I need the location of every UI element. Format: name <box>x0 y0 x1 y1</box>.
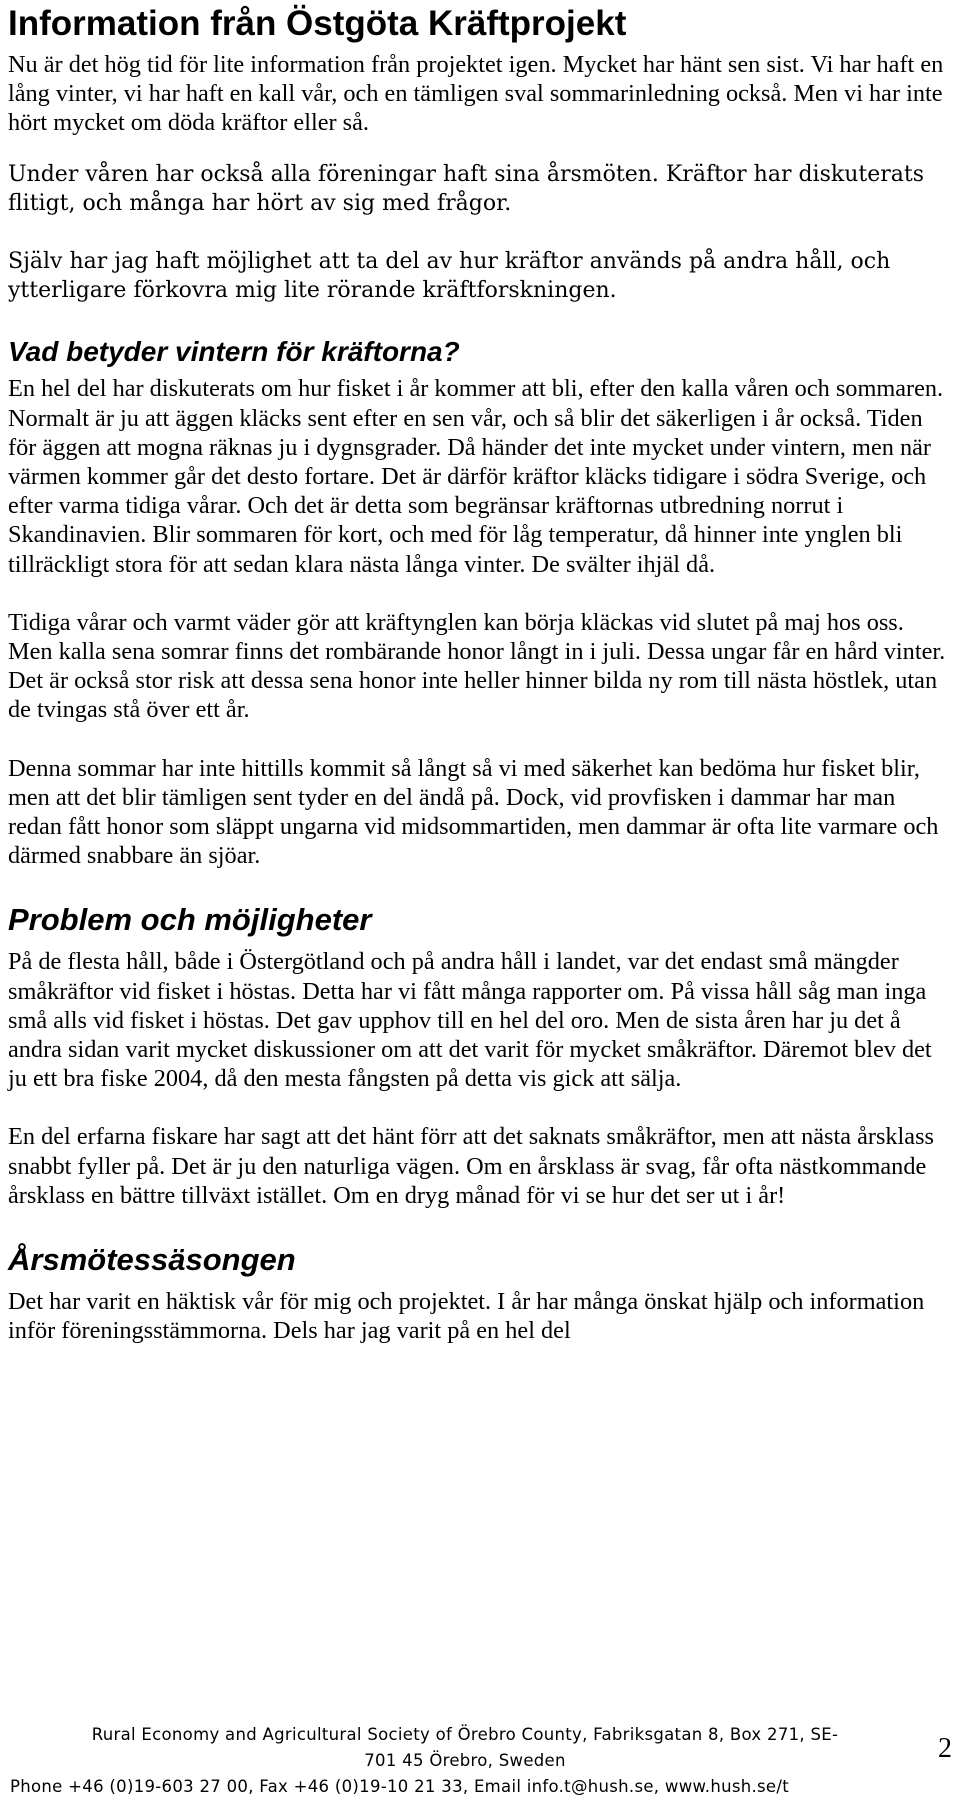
annual-season-paragraph-1: Det har varit en häktisk vår för mig och projektet. I år har många önskat hjälp och information inför föreningsstämmorna. Dels har jag varit på en hel del <box>8 1288 925 1345</box>
winter-paragraph-2: Tidiga vårar och varmt väder gör att kräftynglen kan börja kläckas vid slutet på maj hos oss. Men kalla sena somrar finns det rombärande honor långt in i juli. Dessa ungar får en hård vinter. Det är också stor risk att dessa sena honor inte heller hinner bilda ny rom till nästa höstlek, utan de tvingas stå över ett år. <box>8 608 946 724</box>
intro-paragraph: Nu är det hög tid för lite information från projektet igen. Mycket har hänt sen sist. Vi har haft en lång vinter, vi har haft en kall vår, och en tämligen sval sommarinledning också. Men vi har inte hört mycket om döda kräftor eller så. <box>8 51 944 137</box>
section-annual-season <box>8 1239 948 1345</box>
problems-paragraph-2: En del erfarna fiskare har sagt att det hänt förr att det saknats småkräftor, men att nästa årsklass snabbt fyller på. Det är ju den naturliga vägen. Om en årsklass är svag, får ofta nästkommande årsklass en bättre tillväxt istället. Om en dryg månad för vi se hur det ser ut i år! <box>8 1123 934 1209</box>
footer-contact-line: Phone +46 (0)19-603 27 00, Fax +46 (0)19-10 21 33, Email info.t@hush.se, www.hush.se/t <box>10 1777 790 1796</box>
section-winter <box>8 334 948 870</box>
page-footer <box>0 1722 960 1818</box>
problems-paragraph-1: På de flesta håll, både i Östergötland och på andra håll i landet, var det endast små mängder småkräftor vid fisket i höstas. Detta har vi fått många rapporter om. På vissa håll såg man inga små alls vid fisket i höstas. Det gav upphov till en hel del oro. Men de sista åren har ju det å andra sidan varit mycket diskussioner om att det varit för mycket småkräftor. Däremot blev det ju ett bra fiske 2004, då den mesta fångsten på detta vis gick att sälja. <box>8 948 932 1093</box>
section-problems <box>8 899 948 1210</box>
annual-meetings-paragraph: Under våren har också alla föreningar haft sina årsmöten. Kräftor har diskuterats flitigt, och många har hört av sig med frågor. <box>8 161 925 216</box>
section-heading-annual-season: Årsmötessäsongen <box>8 1242 296 1278</box>
document-title: Information från Östgöta Kräftprojekt <box>8 4 627 43</box>
self-paragraph: Själv har jag haft möjlighet att ta del av hur kräftor används på andra håll, och ytterligare förkovra mig lite rörande kräftforskningen. <box>8 249 891 304</box>
winter-paragraph-1: En hel del har diskuterats om hur fisket i år kommer att bli, efter den kalla våren och sommaren. Normalt är ju att äggen kläcks sent efter en sen vår, och så blir det säkerligen i år också. Tiden för äggen att mogna räknas ju i dygnsgrader. Då händer det inte mycket under vintern, men när värmen kommer går det desto fortare. Det är därför kräftor kläcks tidigare i södra Sverige, och efter varma tidiga vårar. Och det är detta som begränsar kräftornas utbredning norrut i Skandinavien. Blir sommaren för kort, och med för låg temperatur, då hinner inte ynglen bli tillräckligt stora för att sedan klara nästa långa vinter. De svälter ihjäl då. <box>8 375 944 578</box>
winter-paragraph-3: Denna sommar har inte hittills kommit så långt så vi med säkerhet kan bedöma hur fisket blir, men att det blir tämligen sent tyder en del ändå på. Dock, vid provfisken i dammar har man redan fått honor som släppt ungarna vid midsommartiden, men dammar är ofta lite varmare och därmed snabbare än sjöar. <box>8 754 939 870</box>
footer-address-line-1: Rural Economy and Agricultural Society of Örebro County, Fabriksgatan 8, Box 271, SE- <box>91 1725 839 1744</box>
footer-address-line-2: 701 45 Örebro, Sweden <box>364 1751 566 1770</box>
section-heading-winter: Vad betyder vintern för kräftorna? <box>8 336 460 368</box>
document-page <box>8 0 948 1346</box>
section-heading-problems: Problem och möjligheter <box>8 902 372 938</box>
page-number: 2 <box>938 1733 952 1764</box>
